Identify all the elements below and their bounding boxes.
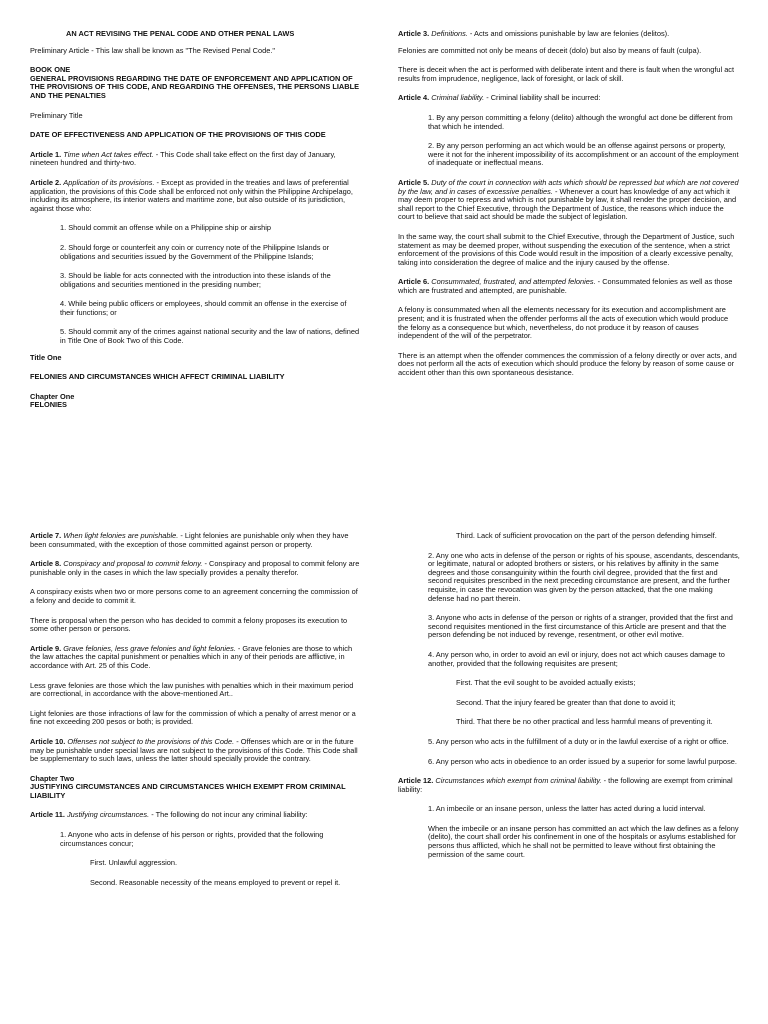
article-4-text: - Criminal liability shall be incurred:	[484, 93, 601, 103]
article-11-text: - The following do not incur any criminal liability:	[149, 810, 308, 820]
article-9-title: Grave felonies, less grave felonies and light felonies.	[63, 643, 236, 653]
article-12	[398, 777, 740, 794]
article-12-item-1-paragraph-2: When the imbecile or an insane person has committed an act which the law defines as a felony (delito), the court shall order his confinement in one of the hospitals or asylums established for persons thus afflicted, which he shall not be permitted to leave without first obtaining the permission of the same court.	[428, 823, 739, 859]
article-2-item-1: 1. Should commit an offense while on a Philippine ship or airship	[60, 223, 272, 233]
article-10-title: Offenses not subject to the provisions of this Code.	[67, 736, 235, 746]
article-12-title: Circumstances which exempt from criminal liability.	[435, 776, 602, 786]
article-1	[30, 151, 360, 168]
article-6-text: - Consummated felonies as well as those which are frustrated and attempted, are punishable.	[398, 277, 733, 295]
article-9-paragraph-3: Light felonies are those infractions of law for the commission of which a penalty of arrest menor or a fine not exceeding 200 pesos or both; is provided.	[30, 708, 356, 727]
article-7-label: Article 7.	[30, 531, 62, 540]
article-11	[30, 811, 360, 820]
article-11-item-2: 2. Any one who acts in defense of the person or rights of his spouse, ascendants, descendants, or legitimate, natural or adopted brothers or sisters, or his relatives by affinity in the same degrees and those consanguinity within the fourth civil degree, provided that the first and second requisites prescribed in the next preceding circumstance are present, and the further requisite, in case the revocation was given by the person attacked, that the one making defense had no part therein.	[428, 550, 740, 603]
felonies-heading: FELONIES AND CIRCUMSTANCES WHICH AFFECT CRIMINAL LIABILITY	[30, 372, 285, 382]
article-12-label: Article 12.	[398, 776, 434, 786]
article-2-item-3: 3. Should be liable for acts connected with the introduction into these islands of the obligations and securities mentioned in the presiding number;	[60, 271, 331, 289]
article-3-label: Article 3.	[398, 29, 430, 38]
article-9-label: Article 9.	[30, 643, 62, 653]
article-3-text: - Acts and omissions punishable by law are felonies (delitos).	[467, 29, 670, 38]
article-8-paragraph-2: A conspiracy exists when two or more persons come to an agreement concerning the commission of a felony and decide to commit it.	[30, 587, 358, 605]
article-2-item-4: 4. While being public officers or employees, should commit an offense in the exercise of their functions; or	[60, 299, 347, 317]
article-8-text: - Conspiracy and proposal to commit felony are punishable only in the cases in which the law specially provides a penalty therefor.	[30, 559, 360, 577]
article-9-text: - Grave felonies are those to which the law attaches the capital punishment or penalties which in any of their periods are afflictive, in accordance with Art. 25 of this Code.	[30, 643, 353, 670]
article-5-paragraph-2: In the same way, the court shall submit to the Chief Executive, through the Department of Justice, such statement as may be deemed proper, without suspending the execution of the sentence, when a strict enforcement of the provisions of this Code would result in the imposition of a clearly excessive penalty, taking into consideration the degree of malice and the injury caused by the offense.	[398, 231, 735, 267]
article-2-item-2: 2. Should forge or counterfeit any coin or currency note of the Philippine Islands or obligations and securities issued by the Government of the Philippine Islands;	[60, 242, 330, 261]
chapter-two-name: JUSTIFYING CIRCUMSTANCES AND CIRCUMSTANCES WHICH EXEMPT FROM CRIMINAL LIABILITY	[30, 782, 346, 800]
article-1-label: Article 1.	[30, 149, 62, 159]
article-11-item-4: 4. Any person who, in order to avoid an evil or injury, does not act which causes damage to another, provided that the following requisites are present;	[428, 649, 725, 668]
article-2-title: Application of its provisions.	[63, 177, 155, 187]
article-6-paragraph-2: A felony is consummated when all the elements necessary for its execution and accomplishment are present; and it is frustrated when the offender performs all the acts of execution which would produce the felony as a consequence but which, nevertheless, do not produce it by reason of causes independent of the will of the perpetrator.	[398, 305, 729, 341]
article-2-item-5: 5. Should commit any of the crimes against national security and the law of nations, defined in Title One of Book Two of this Code.	[60, 327, 360, 346]
article-10-label: Article 10.	[30, 736, 66, 746]
article-11-item-4-second: Second. That the injury feared be greater than that done to avoid it;	[456, 697, 676, 707]
article-10	[30, 738, 360, 764]
article-11-item-1-second: Second. Reasonable necessity of the means employed to prevent or repel it.	[90, 877, 341, 887]
article-6-paragraph-3: There is an attempt when the offender commences the commission of a felony directly or over acts, and does not perform all the acts of execution which should produce the felony by reason of some cause or accident other than this own spontaneous desistance.	[398, 350, 737, 378]
article-2	[30, 179, 360, 213]
article-3-title: Definitions.	[431, 29, 468, 38]
article-1-title: Time when Act takes effect.	[63, 149, 154, 159]
article-3-paragraph-3: There is deceit when the act is performed with deliberate intent and there is fault when the wrongful act results from imprudence, negligence, lack of foresight, or lack of skill.	[398, 65, 735, 83]
article-4-item-2: 2. By any person performing an act which would be an offense against persons or property, were it not for the inherent impossibility of its accomplishment or an account of the employment of inadequate or ineffectual means.	[428, 141, 739, 168]
article-8	[30, 560, 360, 577]
article-11-label: Article 11.	[30, 810, 65, 820]
date-effectiveness-heading: DATE OF EFFECTIVENESS AND APPLICATION OF THE PROVISIONS OF THIS CODE	[30, 130, 326, 140]
preliminary-article: Preliminary Article - This law shall be known as "The Revised Penal Code."	[30, 45, 276, 55]
page-two-left-column	[30, 532, 360, 895]
article-5-label: Article 5.	[398, 177, 430, 187]
article-8-paragraph-3: There is proposal when the person who has decided to commit a felony proposes its execution to some other person or persons.	[30, 615, 348, 634]
article-3	[398, 30, 740, 39]
article-12-text: - the following are exempt from criminal liability:	[398, 776, 733, 794]
article-11-item-1-first: First. Unlawful aggression.	[90, 858, 178, 868]
article-4-item-1: 1. By any person committing a felony (delito) although the wrongful act done be different from that which he intended.	[428, 112, 733, 131]
article-11-item-4-first: First. That the evil sought to be avoided actually exists;	[456, 678, 636, 688]
article-10-text: - Offenses which are or in the future may be punishable under special laws are not subject to the provisions of this Code. This Code shall be supplementary to such laws, unless the latter should specially provide the contrary.	[30, 736, 358, 764]
article-4-label: Article 4.	[398, 93, 430, 103]
page-one-left-column	[30, 30, 360, 418]
page-two	[0, 512, 768, 1024]
article-7	[30, 532, 360, 549]
article-2-label: Article 2.	[30, 177, 62, 187]
article-11-item-1: 1. Anyone who acts in defense of his person or rights, provided that the following circumstances concur;	[60, 830, 324, 848]
article-11-item-3: 3. Anyone who acts in defense of the person or rights of a stranger, provided that the first and second requisites mentioned in the first circumstance of this Article are present and that the person defending be not induced by revenge, resentment, or other evil motive.	[428, 613, 733, 640]
article-11-item-4-third: Third. That there be no other practical and less harmful means of preventing it.	[456, 717, 713, 727]
article-8-title: Conspiracy and proposal to commit felony.	[63, 559, 203, 569]
article-11-title: Justifying circumstances.	[66, 810, 150, 820]
article-5-title: Duty of the court in connection with acts which should be repressed but which are not covered by the law, and in cases of excessive penalties.	[398, 177, 739, 196]
article-4	[398, 94, 740, 103]
article-11-item-1-third: Third. Lack of sufficient provocation on the part of the person defending himself.	[456, 531, 717, 540]
article-11-item-5: 5. Any person who acts in the fulfillment of a duty or in the lawful exercise of a right or office.	[428, 736, 729, 746]
article-7-title: When light felonies are punishable.	[63, 531, 179, 540]
page-one-right-column	[398, 30, 740, 386]
preliminary-title: Preliminary Title	[30, 110, 83, 120]
article-9-paragraph-2: Less grave felonies are those which the law punishes with penalties which in their maximum period are correctional, in accordance with the above-mentioned Art..	[30, 680, 354, 699]
page-two-right-column	[398, 532, 740, 867]
article-12-item-1: 1. An imbecile or an insane person, unless the latter has acted during a lucid interval.	[428, 804, 706, 814]
article-9	[30, 645, 360, 671]
book-heading: BOOK ONE	[30, 65, 71, 75]
article-11-item-6: 6. Any person who acts in obedience to an order issued by a superior for some lawful purpose.	[428, 756, 737, 766]
article-3-paragraph-2: Felonies are committed not only be means of deceit (dolo) but also by means of fault (culpa).	[398, 45, 702, 55]
chapter-one-name: FELONIES	[30, 400, 67, 410]
chapter-two: Chapter Two	[30, 773, 75, 783]
article-4-title: Criminal liability.	[431, 93, 485, 103]
article-7-text: - Light felonies are punishable only when they have been consummated, with the exception of those committed against person or property.	[30, 531, 349, 549]
article-1-text: - This Code shall take effect on the first day of January, nineteen hundred and thirty-two.	[30, 149, 336, 168]
article-6-label: Article 6.	[398, 277, 430, 287]
article-5	[398, 179, 740, 222]
document-title: AN ACT REVISING THE PENAL CODE AND OTHER PENAL LAWS	[66, 29, 295, 38]
title-one: Title One	[30, 352, 62, 362]
article-8-label: Article 8.	[30, 559, 62, 569]
book-subheading: GENERAL PROVISIONS REGARDING THE DATE OF ENFORCEMENT AND APPLICATION OF THE PROVISIONS OF THIS CODE, AND REGARDING THE OFFENSES, THE PERSONS LIABLE AND THE PENALTIES	[30, 73, 360, 100]
article-2-text: - Except as provided in the treaties and laws of preferential application, the provisions of this Code shall be enforced not only within the Philippine Archipelago, including its atmosphere, its interior waters and maritime zone, but also outside of its jurisdiction, against those who:	[30, 177, 353, 213]
chapter-one: Chapter One	[30, 391, 75, 401]
article-6	[398, 278, 740, 295]
article-5-text: - Whenever a court has knowledge of any act which it may deem proper to repress and which is not punishable by law, it shall render the proper decision, and shall report to the Chief Executive, through the Department of Justice, the reasons which induce the court to believe that said act should be made the subject of legislation.	[398, 186, 737, 222]
article-6-title: Consummated, frustrated, and attempted felonies.	[431, 277, 596, 287]
